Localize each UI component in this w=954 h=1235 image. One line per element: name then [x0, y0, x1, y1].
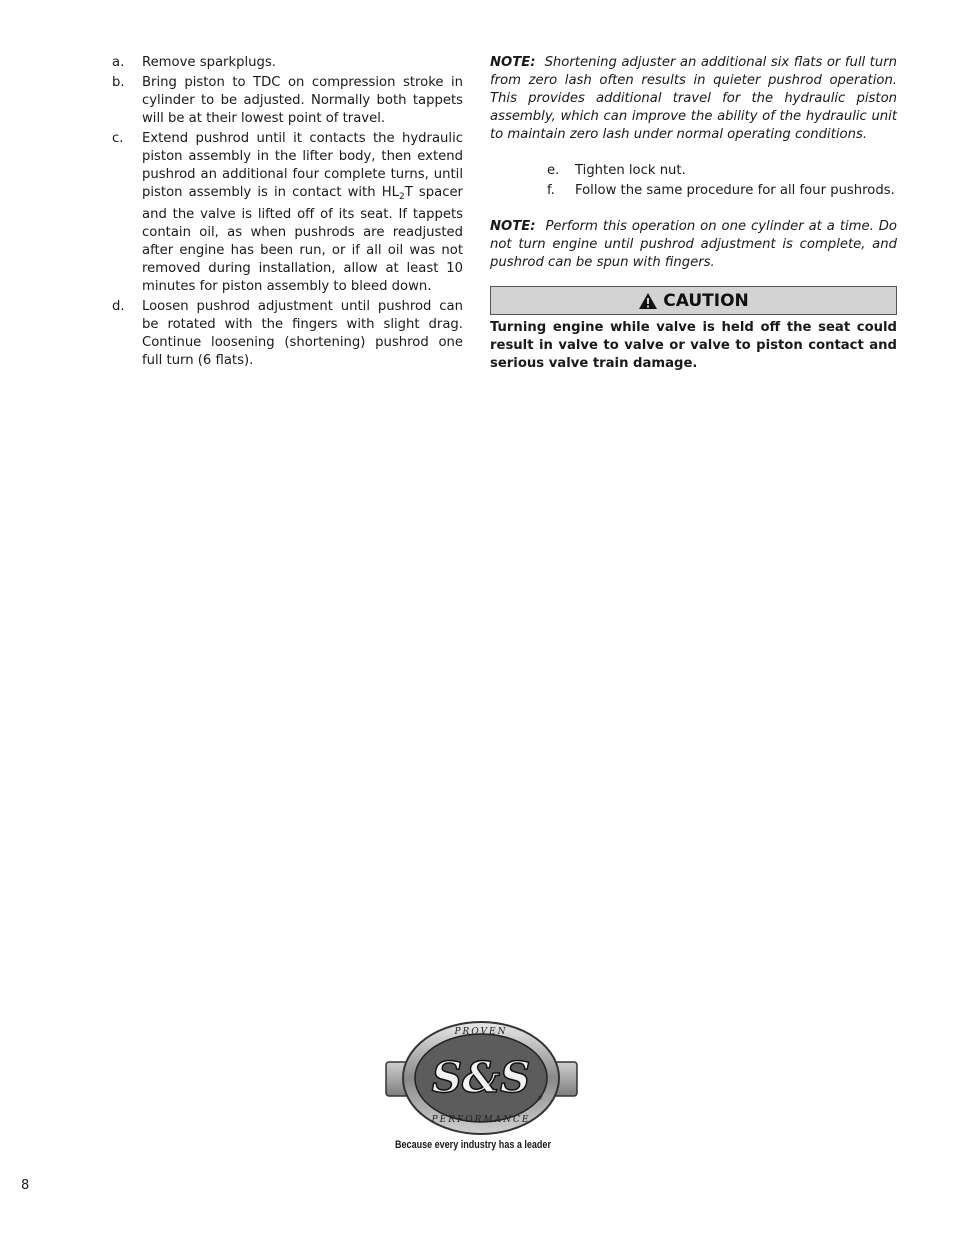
note-label: NOTE:: [490, 219, 536, 234]
left-column: [112, 54, 463, 372]
step-text: Bring piston to TDC on compression stroke in cylinder to be adjusted. Normally both tappets will be at their lowest point of travel.: [142, 75, 463, 126]
caution-text: Turning engine while valve is held off the seat could result in valve to valve or valve to piston contact and serious valve train damage.: [490, 320, 897, 371]
step-text: Loosen pushrod adjustment until pushrod can be rotated with the fingers with slight drag. Continue loosening (shortening) pushrod one full turn (6 flats).: [142, 299, 463, 368]
note-label: NOTE:: [490, 55, 536, 70]
tagline: Because every industry has a leader: [395, 1139, 551, 1151]
logo-top-text: PROVEN: [454, 1027, 508, 1037]
logo-bottom-text: PERFORMANCE: [431, 1115, 531, 1125]
registered-mark: ®: [537, 1095, 543, 1102]
sub-steps: [547, 162, 897, 200]
step-b: [112, 74, 463, 128]
note-shortening: [490, 54, 897, 144]
step-text: Remove sparkplugs.: [142, 55, 276, 70]
step-letter: b.: [112, 75, 125, 90]
logo-main-text: S&S: [431, 1053, 531, 1102]
step-letter: a.: [112, 55, 125, 70]
step-text: [142, 130, 463, 296]
step-letter: e.: [547, 163, 560, 178]
step-text-part: Extend pushrod until it contacts the hydraulic piston assembly in the lifter body, then extend pushrod an additional four complete turns, until piston assembly is in contact with HL: [142, 131, 463, 200]
warning-triangle-icon: [638, 292, 658, 310]
note-text: Perform this operation on one cylinder at a time. Do not turn engine until pushrod adjustment is complete, and pushrod can be spun with fingers.: [490, 219, 897, 270]
page-number: 8: [21, 1178, 30, 1193]
step-letter: c.: [112, 131, 124, 146]
caution-title: CAUTION: [663, 290, 749, 311]
note-one-cylinder: [490, 218, 897, 272]
step-d: [112, 298, 463, 370]
step-letter: d.: [112, 299, 125, 314]
step-c: [112, 130, 463, 296]
step-text: Follow the same procedure for all four pushrods.: [575, 183, 895, 198]
step-f: [547, 182, 897, 200]
step-letter: f.: [547, 183, 555, 198]
step-text-part: T spacer and the valve is lifted off of its seat. If tappets contain oil, as when pushrods are readjusted after engine has been run, or if all oil was not removed during installation, allow at least 10 minutes for piston assembly to bleed down.: [142, 185, 463, 294]
step-text: Tighten lock nut.: [575, 163, 686, 178]
note-text: Shortening adjuster an additional six flats or full turn from zero lash often results in quieter pushrod operation. This provides additional travel for the hydraulic piston assembly, which can improve the ability of the hydraulic unit to maintain zero lash under normal operating conditions.: [490, 55, 897, 142]
right-column: [490, 54, 897, 373]
ss-logo: [384, 1020, 579, 1138]
step-e: [547, 162, 897, 180]
step-a: [112, 54, 463, 72]
subscript: 2: [398, 192, 405, 202]
caution-header: [490, 286, 897, 315]
